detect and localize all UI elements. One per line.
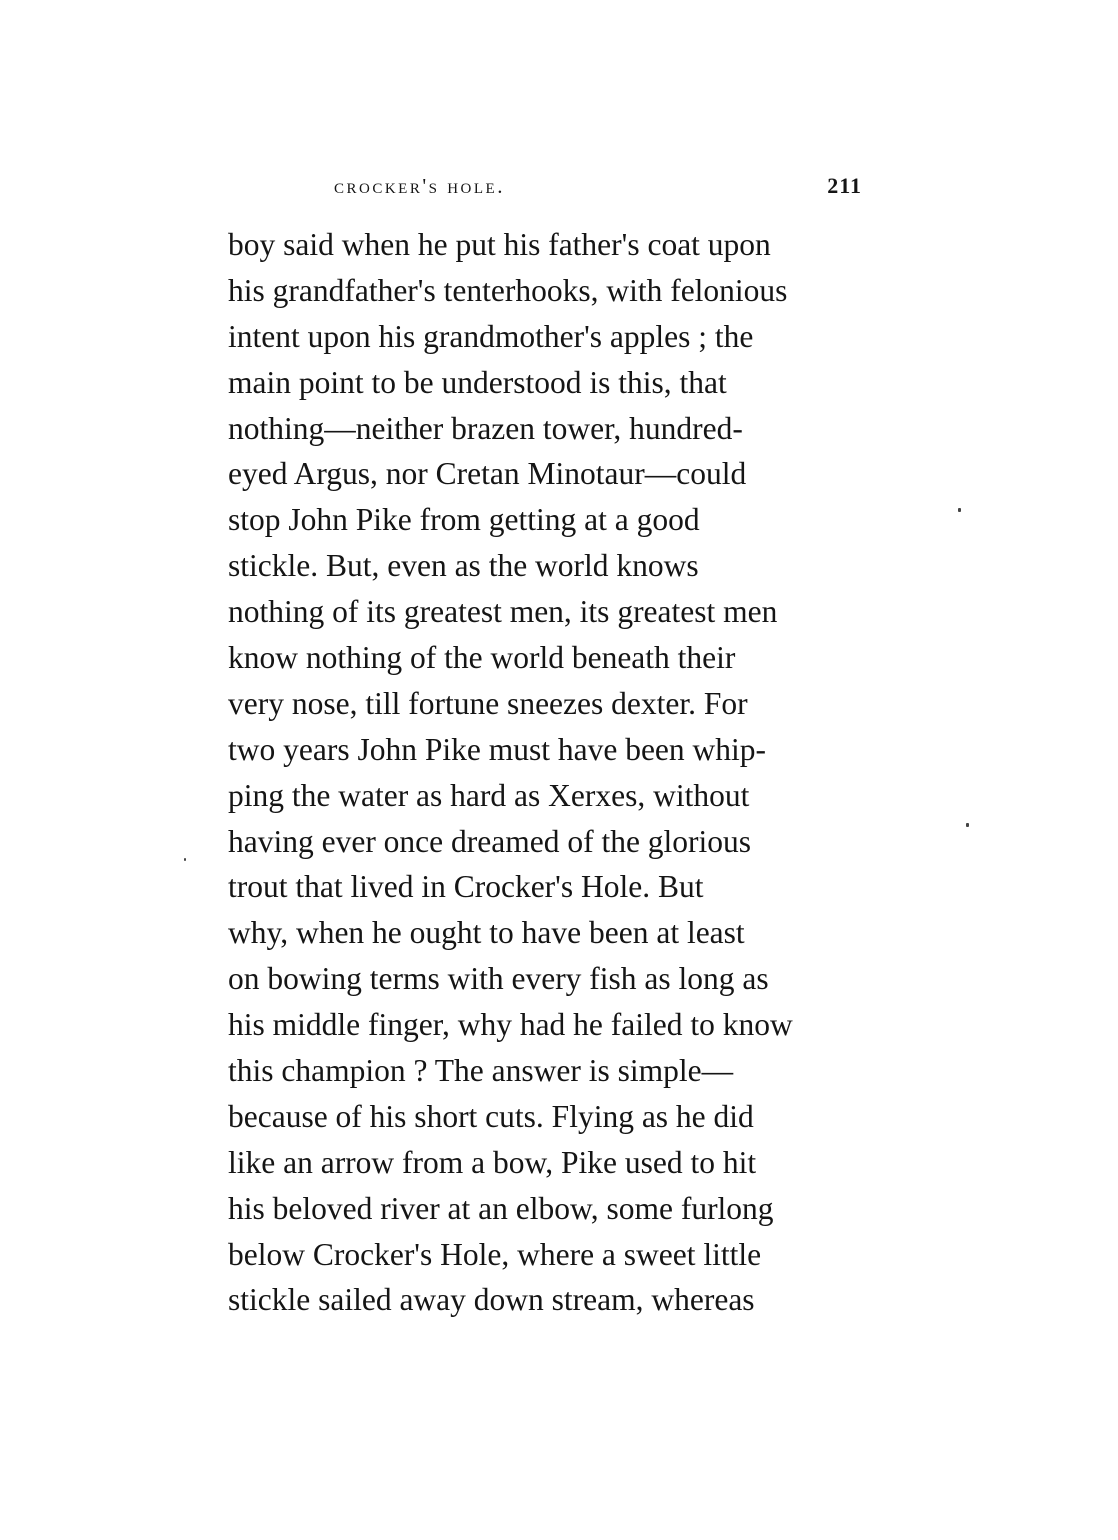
text-line: intent upon his grandmother's apples ; the [228,318,754,354]
text-line: why, when he ought to have been at least [228,915,745,951]
text-line: eyed Argus, nor Cretan Minotaur—could [228,456,747,492]
body-text [228,222,868,1323]
running-title: crocker's hole. [334,174,505,198]
running-head [228,171,868,201]
text-line: having ever once dreamed of the glorious [228,823,752,859]
text-line: know nothing of the world beneath their [228,640,736,676]
text-line: trout that lived in Crocker's Hole. But [228,869,704,905]
scan-speck [184,858,186,861]
text-line: nothing—neither brazen tower, hundred- [228,410,743,446]
text-line: two years John Pike must have been whip- [228,731,767,767]
text-line: very nose, till fortune sneezes dexter. For [228,685,748,721]
text-line: stickle sailed away down stream, whereas [228,1282,755,1318]
text-line: nothing of its greatest men, its greatest men [228,594,778,630]
text-line: on bowing terms with every fish as long as [228,961,769,997]
text-line: boy said when he put his father's coat upon [228,227,771,262]
text-line: his grandfather's tenterhooks, with felonious [228,272,788,308]
scan-speck [966,823,969,827]
text-line: ping the water as hard as Xerxes, without [228,777,750,813]
scan-speck [958,508,961,512]
text-line: stickle. But, even as the world knows [228,548,699,584]
text-line: because of his short cuts. Flying as he did [228,1098,754,1134]
page-number: 211 [827,173,862,198]
text-line: his beloved river at an elbow, some furlong [228,1190,774,1226]
text-line: this champion ? The answer is simple— [228,1053,734,1089]
text-line: below Crocker's Hole, where a sweet little [228,1236,762,1272]
text-line: his middle finger, why had he failed to know [228,1007,793,1043]
text-line: main point to be understood is this, that [228,364,727,400]
text-line: stop John Pike from getting at a good [228,502,700,538]
text-line: like an arrow from a bow, Pike used to hit [228,1144,757,1180]
